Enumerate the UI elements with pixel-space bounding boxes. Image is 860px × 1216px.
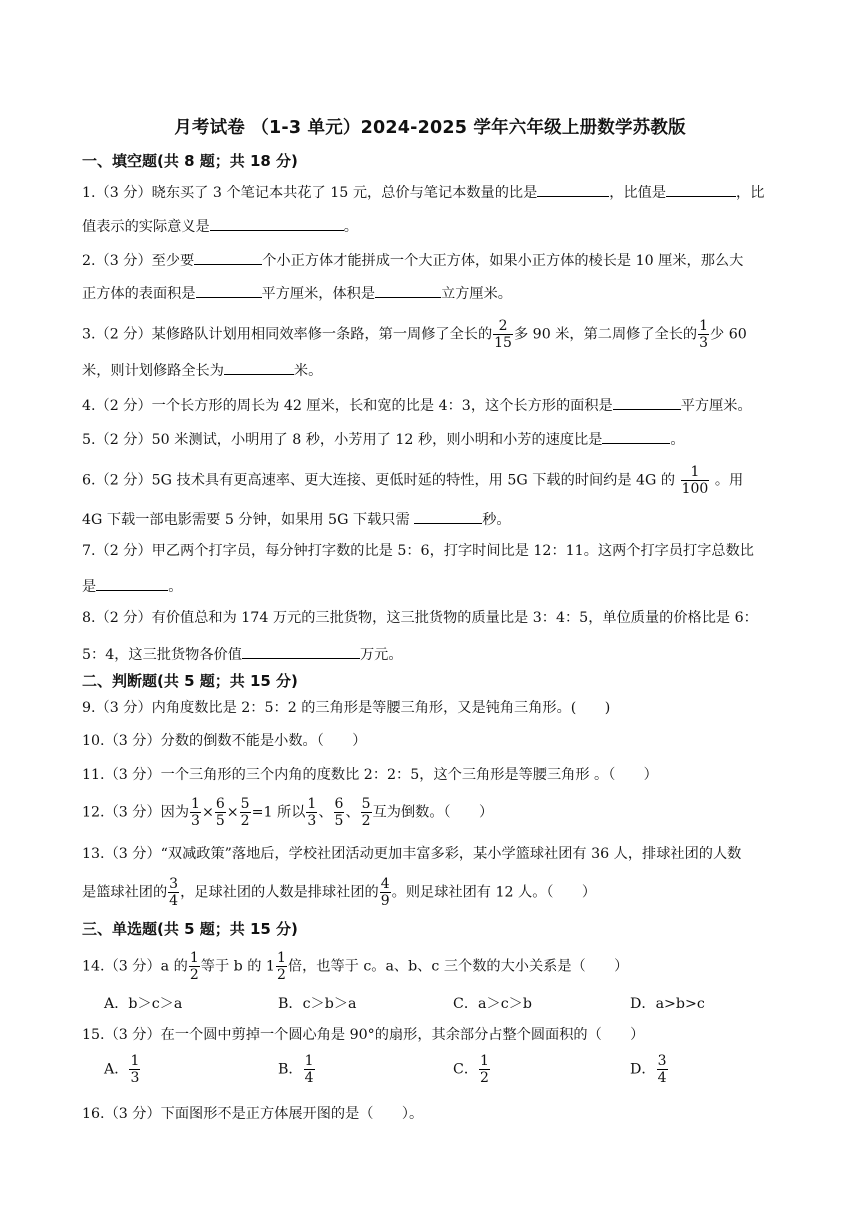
question-8-text: 5：4，这三批货物各价值 (82, 647, 242, 663)
answer-blank[interactable] (194, 248, 262, 265)
option-d[interactable]: D．a>b>c (630, 996, 705, 1012)
fraction-numerator: 6 (215, 796, 225, 812)
fraction (168, 876, 179, 909)
question-6-text: 。用 (714, 472, 744, 489)
fraction (190, 796, 201, 829)
option-d[interactable] (630, 1053, 669, 1086)
question-14-text: 等于 b 的 1 (200, 958, 275, 975)
question-3-text: 多 90 米，第二周修了全长的 (513, 326, 698, 343)
question-2-text: 平方厘米，体积是 (261, 286, 376, 302)
question-12-text: 12.（3 分）因为 (82, 804, 190, 821)
answer-blank[interactable] (96, 574, 168, 591)
question-1-line-1 (82, 180, 764, 203)
fraction (657, 1053, 668, 1086)
question-7-line-2 (82, 574, 182, 597)
option-c[interactable]: C．a＞c＞b (453, 996, 532, 1012)
option-label: A． (104, 1061, 129, 1078)
question-7-line-1 (82, 541, 754, 561)
question-1-text: ，比值是 (609, 185, 667, 201)
question-8-text: 万元。 (359, 647, 403, 663)
fraction (681, 464, 710, 497)
fraction (479, 1053, 490, 1086)
question-2-line-2 (82, 281, 512, 304)
fraction-denominator: 2 (189, 967, 199, 983)
question-6-text: 4G 下载一部电影需要 5 分钟，如果用 5G 下载只需 (82, 512, 410, 528)
fraction-numerator: 5 (240, 796, 250, 812)
question-16: 16.（3 分）下面图形不是正方体展开图的是（ ）。 (82, 1106, 424, 1122)
fraction-denominator: 4 (657, 1070, 667, 1086)
fraction-numerator: 1 (699, 318, 709, 334)
fraction-numerator: 1 (189, 950, 199, 966)
fraction (189, 950, 200, 983)
answer-blank[interactable] (196, 281, 262, 298)
fraction-numerator: 3 (657, 1053, 667, 1069)
fraction-numerator: 3 (169, 876, 179, 892)
question-3-line-2 (82, 358, 322, 381)
question-3-text: 3.（2 分）某修路队计划用相同效率修一条路，第一周修了全长的 (82, 326, 493, 343)
question-6-text: 6.（2 分）5G 技术具有更高速率、更大连接、更低时延的特性，用 5G 下载的时间约是 4G 的 (82, 472, 676, 489)
times-sign: × (201, 804, 214, 821)
question-3-text: 米。 (293, 363, 323, 379)
fraction (334, 796, 345, 829)
question-13-text: 是篮球社团的 (82, 884, 168, 901)
fraction (380, 876, 391, 909)
section-fill-blank-heading: 一、填空题(共 8 题；共 18 分) (82, 152, 298, 170)
answer-blank[interactable] (242, 642, 360, 659)
question-6-text: 秒。 (482, 512, 511, 528)
option-label: C． (453, 1061, 479, 1078)
question-2-text: 个小正方体才能拼成一个大正方体，如果小正方体的棱长是 10 厘米，那么大 (262, 253, 744, 269)
question-9: 9.（3 分）内角度数比是 2：5：2 的三角形是等腰三角形，又是钝角三角形。( ) (82, 700, 611, 716)
option-label: B． (278, 1061, 303, 1078)
question-11: 11.（3 分）一个三角形的三个内角的度数比 2：2：5，这个三角形是等腰三角形 。（ ） (82, 767, 658, 783)
question-8-line-1 (82, 608, 758, 628)
fraction-denominator: 9 (380, 893, 390, 909)
fraction-numerator: 2 (493, 318, 513, 335)
question-3-line-1 (82, 318, 747, 351)
question-1-text: ，比 (736, 185, 765, 201)
answer-blank[interactable] (414, 507, 482, 524)
question-4-text: 4.（2 分）一个长方形的周长为 42 厘米，长和宽的比是 4：3，这个长方形的面积是 (82, 398, 613, 414)
fraction-denominator: 15 (494, 335, 512, 351)
question-12-text: 互为倒数。（ ） (372, 804, 494, 821)
answer-blank[interactable] (666, 180, 736, 197)
fraction-denominator: 5 (334, 813, 344, 829)
question-3-text: 少 60 (710, 326, 747, 343)
fraction-numerator: 1 (681, 464, 710, 481)
fraction-denominator: 3 (130, 1070, 140, 1086)
fraction (698, 318, 709, 351)
section-single-choice-heading: 三、单选题(共 5 题；共 15 分) (82, 920, 298, 938)
option-label: D． (630, 1061, 656, 1078)
fraction (493, 318, 513, 351)
question-13-text: 。则足球社团有 12 人。（ ） (391, 884, 597, 901)
fraction-numerator: 1 (480, 1053, 489, 1069)
question-15: 15.（3 分）在一个圆中剪掉一个圆心角是 90°的扇形，其余部分占整个圆面积的（ ） (82, 1027, 645, 1043)
question-4 (82, 393, 752, 416)
question-2-line-1 (82, 248, 743, 271)
question-12-text: 、 (345, 804, 360, 821)
question-1-line-2 (82, 214, 358, 237)
fraction-denominator: 4 (304, 1070, 314, 1086)
fraction-numerator: 1 (307, 796, 317, 812)
fraction (215, 796, 226, 829)
question-1-text: 值表示的实际意义是 (82, 219, 210, 235)
question-13-text: 13.（3 分）“双减政策”落地后，学校社团活动更加丰富多彩，某小学篮球社团有 36 人，排球社团的人数 (82, 846, 742, 862)
question-8-line-2 (82, 642, 403, 665)
question-14-text: 倍，也等于 c。a、b、c 三个数的大小关系是（ ） (287, 958, 629, 975)
option-b[interactable]: B．c＞b＞a (278, 996, 357, 1012)
fraction-numerator: 6 (334, 796, 344, 812)
fraction (276, 950, 287, 983)
section-true-false-heading: 二、判断题(共 5 题；共 15 分) (82, 672, 298, 690)
question-14-text: 14.（3 分）a 的 (82, 958, 188, 975)
question-2-text: 立方厘米。 (441, 286, 512, 302)
answer-blank[interactable] (613, 393, 681, 410)
question-12-text: 、 (318, 804, 333, 821)
question-5-text: 5.（2 分）50 米测试，小明用了 8 秒，小芳用了 12 秒，则小明和小芳的速度比是 (82, 432, 603, 448)
option-c[interactable] (453, 1053, 491, 1086)
fraction-denominator: 2 (361, 813, 371, 829)
answer-blank[interactable] (537, 180, 609, 197)
fraction-denominator: 5 (215, 813, 225, 829)
fraction-numerator: 1 (304, 1053, 314, 1069)
fraction-numerator: 1 (276, 950, 286, 966)
fraction (304, 1053, 315, 1086)
question-13-line-1 (82, 844, 741, 864)
fraction (129, 1053, 140, 1086)
question-5-text: 。 (670, 432, 685, 448)
question-13-text: ，足球社团的人数是排球社团的 (180, 884, 379, 901)
option-a[interactable] (104, 1053, 141, 1086)
fraction-denominator: 3 (307, 813, 317, 829)
fraction-denominator: 100 (681, 481, 709, 497)
question-7-text: 。 (168, 579, 183, 595)
fraction-denominator: 4 (169, 893, 179, 909)
question-5 (82, 427, 685, 450)
fraction-numerator: 5 (361, 796, 371, 812)
question-4-text: 平方厘米。 (680, 398, 752, 414)
answer-blank[interactable] (375, 281, 441, 298)
fraction (306, 796, 317, 829)
fraction (240, 796, 251, 829)
question-6-line-1 (82, 464, 743, 497)
answer-blank[interactable] (602, 427, 670, 444)
option-a[interactable]: A．b＞c＞a (104, 996, 183, 1012)
question-1-text: 1.（3 分）晓东买了 3 个笔记本共花了 15 元，总价与笔记本数量的比是 (82, 185, 538, 201)
fraction (361, 796, 372, 829)
question-6-line-2 (82, 507, 511, 530)
fraction-denominator: 3 (191, 813, 200, 829)
question-7-text: 是 (82, 579, 97, 595)
fraction-denominator: 2 (480, 1070, 489, 1086)
fraction-numerator: 4 (380, 876, 390, 892)
fraction-numerator: 1 (191, 796, 200, 812)
question-2-text: 正方体的表面积是 (82, 286, 196, 302)
question-8-text: 8.（2 分）有价值总和为 174 万元的三批货物，这三批货物的质量比是 3：4：5，单位质量的价格比是 6： (82, 610, 758, 626)
exam-title: 月考试卷 （1-3 单元）2024-2025 学年六年级上册数学苏教版 (174, 118, 686, 138)
question-3-text: 米，则计划修路全长为 (82, 363, 224, 379)
option-b[interactable] (278, 1053, 316, 1086)
answer-blank[interactable] (210, 214, 344, 231)
question-12-text: =1 所以 (251, 804, 306, 821)
question-12 (82, 796, 493, 829)
fraction-numerator: 1 (130, 1053, 140, 1069)
question-10: 10.（3 分）分数的倒数不能是小数。（ ） (82, 733, 367, 749)
fraction-denominator: 2 (240, 813, 250, 829)
question-14 (82, 950, 628, 983)
fraction-denominator: 3 (699, 335, 709, 351)
answer-blank[interactable] (224, 358, 294, 375)
fraction-denominator: 2 (276, 967, 286, 983)
question-2-text: 2.（3 分）至少要 (82, 253, 195, 269)
question-1-text: 。 (343, 219, 358, 235)
times-sign: × (226, 804, 239, 821)
question-7-text: 7.（2 分）甲乙两个打字员，每分钟打字数的比是 5：6，打字时间比是 12：11。这两个打字员打字总数比 (82, 543, 754, 559)
question-13-line-2 (82, 876, 596, 909)
